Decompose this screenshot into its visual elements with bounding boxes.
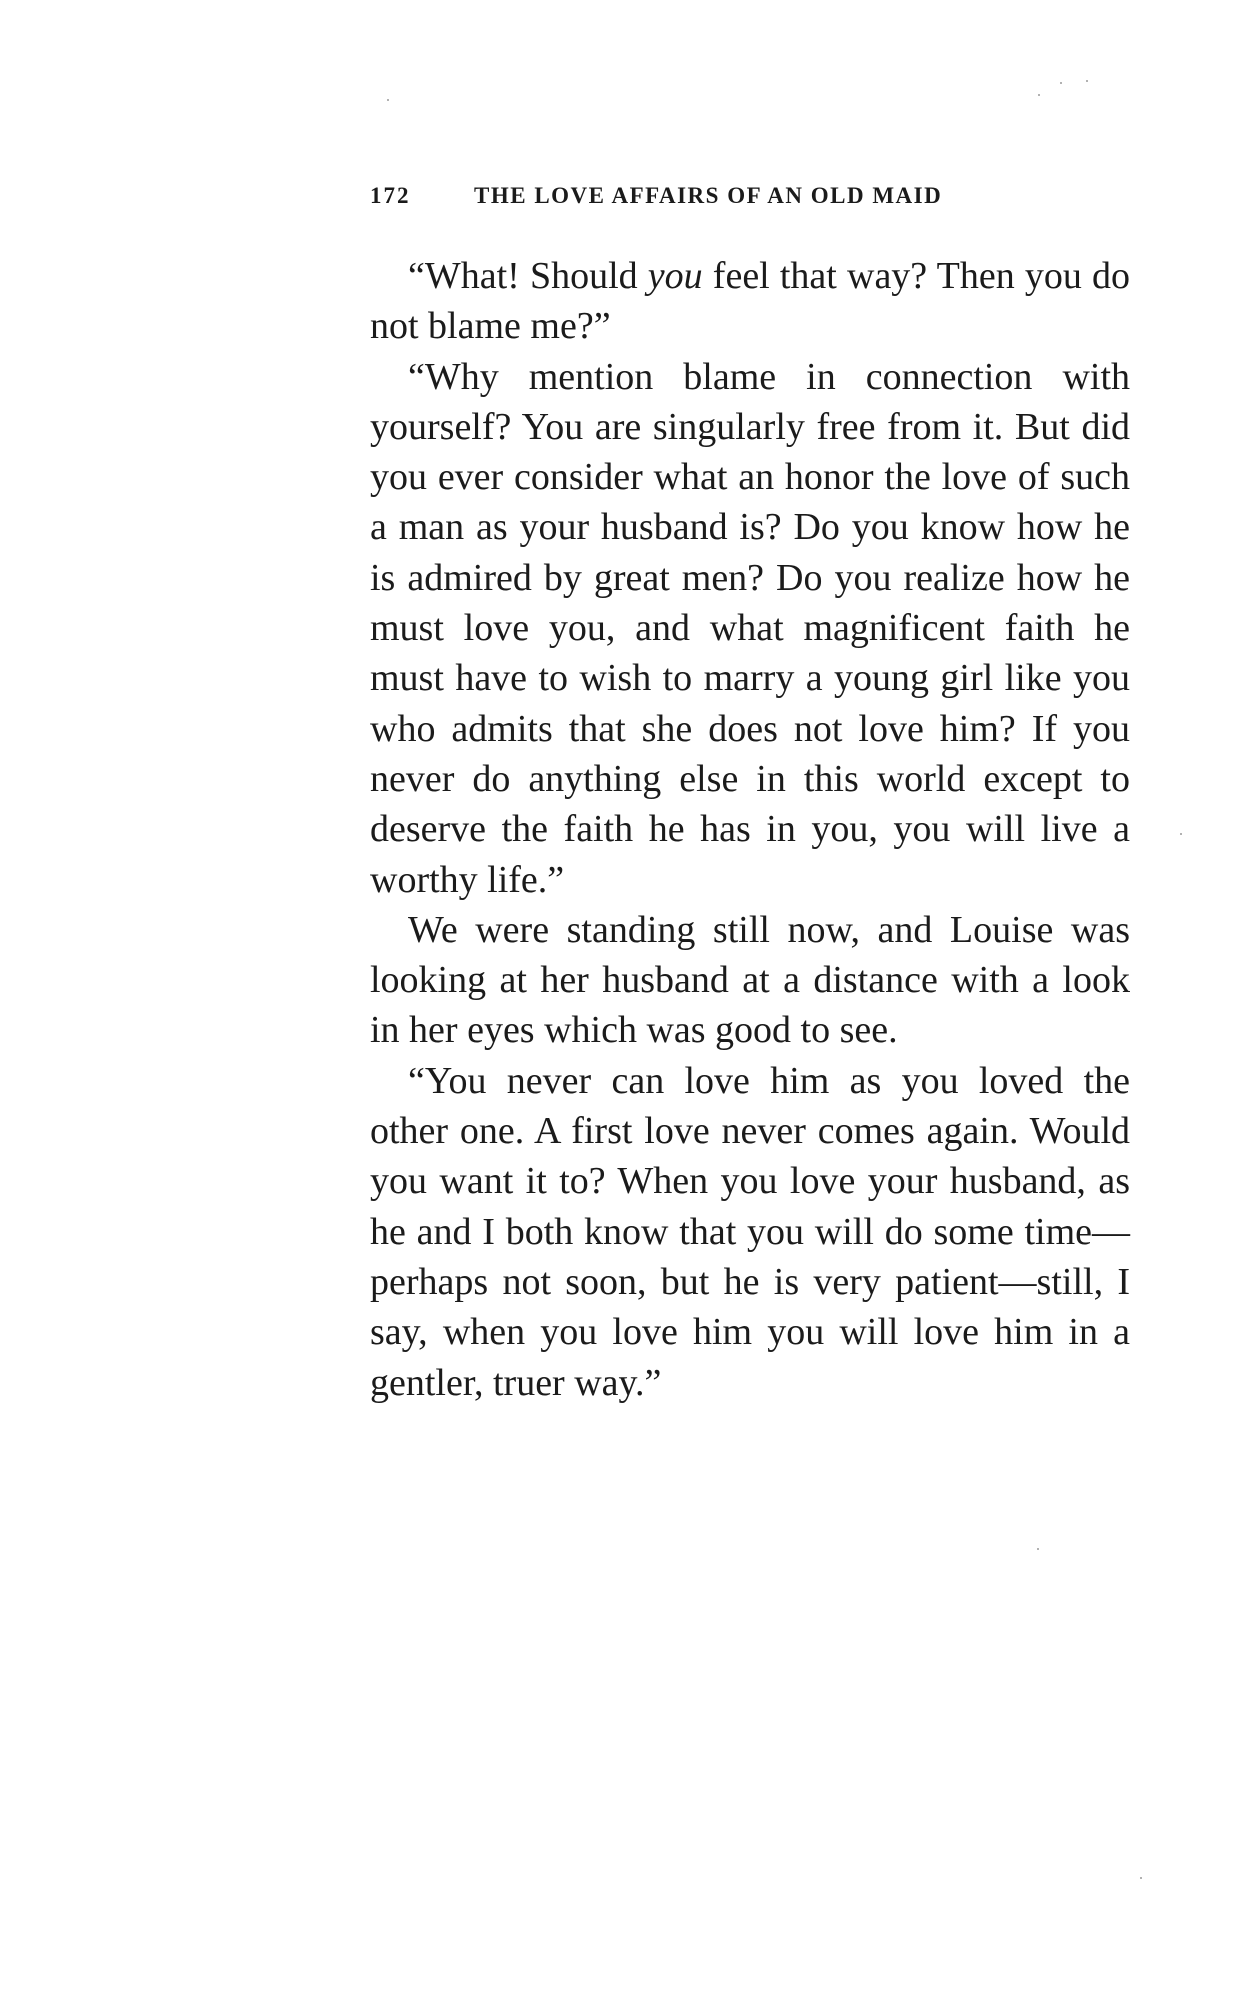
paragraph-4: “You never can love him as you loved the other one. A first love never comes again. Would you want it to? When you love your husband, as he and I both know that you will do some time—perhaps not soon, but he is very patient—still, I say, when you love him you will love him in a gentler, truer way.”	[370, 1059, 1130, 1404]
page-number: 172	[370, 183, 411, 208]
paragraph-3: We were standing still now, and Louise was looking at her husband at a distance with a look in her eyes which was good to see.	[370, 908, 1130, 1052]
body-text	[370, 251, 1130, 1408]
paragraph-2: “Why mention blame in connection with yourself? You are singularly free from it. But did you ever consider what an honor the love of such a man as your husband is? Do you know how he is admired by great men? Do you realize how he must love you, and what magnificent faith he must have to wish to marry a young girl like you who admits that she does not love him? If you never do anything else in this world except to deserve the faith he has in you, you will live a worthy life.”	[370, 355, 1130, 901]
paragraph-1	[370, 251, 1130, 352]
running-head	[370, 183, 1130, 209]
paragraph-1-rest: feel that way? Then you do not blame me?”	[370, 255, 1130, 348]
paragraph-1-lead: “What! Should	[408, 255, 648, 297]
emphasized-word: you	[647, 255, 703, 297]
running-title: THE LOVE AFFAIRS OF AN OLD MAID	[474, 183, 943, 208]
